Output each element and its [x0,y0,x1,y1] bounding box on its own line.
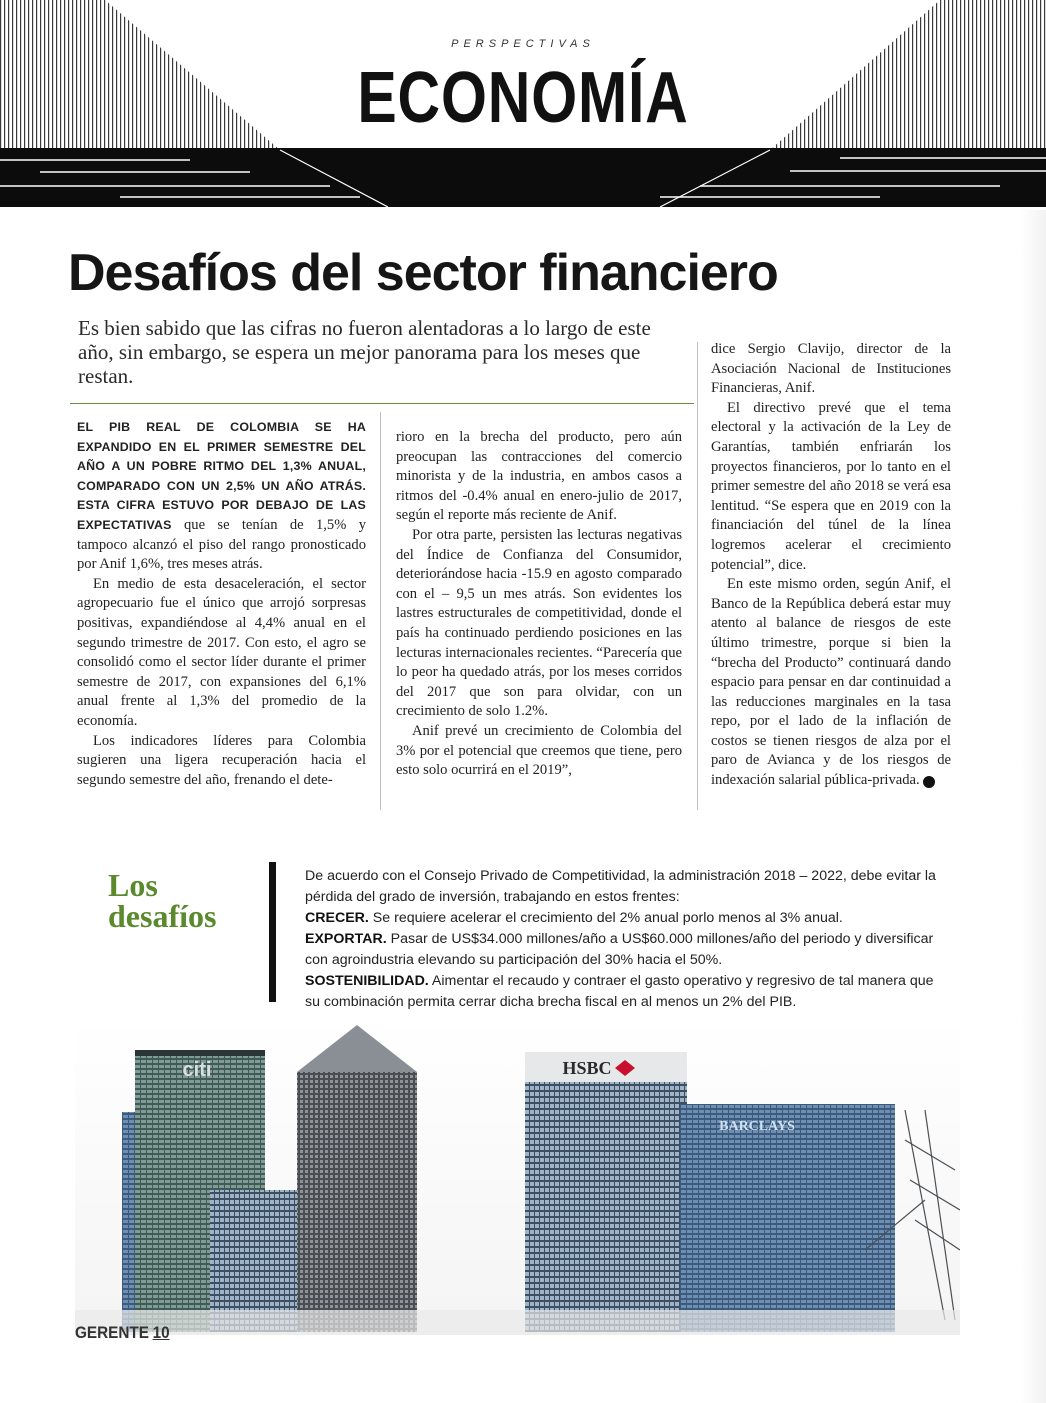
sidebar-title-line: Los [108,867,158,903]
sidebar-item-text: Aimentar el recaudo y contraer el gasto operativo y regresivo de tal manera que su combinación permita cerrar dicha brecha fiscal en al menos un 2% del PIB. [305,973,934,1010]
barclays-sign: BARCLAYS [719,1119,795,1134]
hsbc-sign: HSBC [562,1058,612,1078]
page-gutter [1020,210,1046,1403]
paragraph: Los indicadores líderes para Colombia sugieren una ligera recuperación hacia el segundo semestre del año, frenando el dete- [77,732,366,788]
paragraph: Por otra parte, persisten las lecturas negativas del Índice de Confianza del Consumidor, deteriorándose hacia -15.9 en agosto comparado con el – 9,5 un mes atrás. Son evidentes los lastres estructurales de competitividad, donde el país ha continuado perdiendo posiciones en las lecturas internacionales recientes. “Parecería que lo peor ha quedado atrás, por los meses corridos del 2017 que son para olvidar, con un crecimiento de solo 1.2%. [396,526,682,720]
article-headline: Desafíos del sector financiero [68,244,778,302]
page-folio [75,1323,170,1343]
section-header [0,0,1046,207]
article-column-1 [77,418,366,790]
sidebar-title-line: desafíos [108,898,217,934]
sidebar-item [305,971,945,1013]
sidebar-intro: De acuerdo con el Consejo Privado de Competitividad, la administración 2018 – 2022, debe evitar la pérdida del grado de inversión, trabajando en estos frentes: [305,868,936,905]
section-kicker: PERSPECTIVAS [451,38,595,50]
section-title: ECONOMÍA [357,58,689,138]
sidebar-item-label: CRECER. [305,910,369,926]
paragraph: En medio de esta desaceleración, el sector agropecuario fue el único que arrojó sorpresas positivas, expandiéndose al 4,4% anual en el segundo trimestre de 2017. Con esto, el agro se consolidó como el sector líder durante el primer semestre de 2017, con expansiones del 6,1% anual frente al 1,3% del promedio de la economía. [77,575,366,729]
header-black-band [0,148,1046,207]
sidebar-body [305,866,945,1013]
article-column-3 [711,340,951,791]
lead-rest: que se tenían de 1,5% y tampoco alcanzó el piso del rango pronosticado por Anif 1,6%, tres meses atrás. [77,516,366,573]
barclays-tower [680,1104,895,1332]
article-deck: Es bien sabido que las cifras no fueron alentadoras a lo largo de este año, sin embargo, se espera un mejor panorama para los meses que restan. [78,316,651,388]
hsbc-tower [525,1052,687,1332]
paragraph-text: En este mismo orden, según Anif, el Banco de la República deberá estar muy atento al balance de riesgos de este último trimestre, porque si bien la “brecha del Producto” continuará dando espacio para pensar en dar continuidad a las reducciones marginales en la tasa repo, por el lado de la inflación de costos se tienen riesgos de alza por el paro de Avianca y de los riesgos de indexación salarial pública-privada. [711,576,951,789]
sidebar-bar [269,862,276,1002]
sidebar-title [108,867,217,934]
page-number: 10 [152,1323,170,1342]
lead-paragraph [77,418,366,575]
paragraph: rioro en la brecha del producto, pero aún preocupan las contracciones del comercio minorista y de la industria, en ambos casos a ritmos del -0.4% anual en enero-julio de 2017, según el reporte más reciente de Anif. [396,429,682,524]
end-mark-icon: G [923,776,935,788]
column-rule [380,412,381,810]
column-rule [697,342,698,810]
sidebar-item-label: EXPORTAR. [305,931,387,947]
sidebar-item-text: Se requiere acelerar el crecimiento del 2% anual porlo menos al 3% anual. [368,910,843,926]
skyline-photo [75,1020,960,1335]
lead-caps: EL PIB REAL DE COLOMBIA SE HA EXPANDIDO EN EL PRIMER SEMESTRE DEL AÑO A UN POBRE RITMO DEL 1,3% ANUAL, COMPARADO CON UN 2,5% UN AÑO ATRÁS. ESTA CIFRA ESTUVO POR DEBAJO DE LAS EXPECTATIVAS [77,420,366,532]
sidebar-item [305,929,945,971]
paragraph: El directivo prevé que el tema electoral y la activación de la Ley de Garantías, también enfriarán los proyectos financieros, por lo tanto en el primer semestre del año 2018 se verá esa lentitud. “Se espera que en 2019 con la financiación del túnel de la línea logremos acelerar el crecimiento potencial”, dice. [711,399,951,573]
deck-rule [70,403,694,404]
paragraph [711,575,951,791]
sidebar-item [305,908,945,929]
sidebar-item-text: Pasar de US$34.000 millones/año a US$60.000 millones/año del periodo y diversificar con agroindustria elevando su participación del 30% hacia el 50%. [305,931,934,968]
article-column-2 [396,428,682,781]
pyramid-tower [297,1072,417,1332]
paragraph: Anif prevé un crecimiento de Colombia del 3% por el potencial que creemos que tiene, pero esto solo ocurrirá en el 2019”, [396,722,682,779]
citi-sign: citi [182,1059,212,1081]
paragraph: dice Sergio Clavijo, director de la Asociación Nacional de Instituciones Financieras, Anif. [711,341,951,397]
sidebar-item-label: SOSTENIBILIDAD. [305,973,429,989]
magazine-name: GERENTE [75,1323,149,1342]
